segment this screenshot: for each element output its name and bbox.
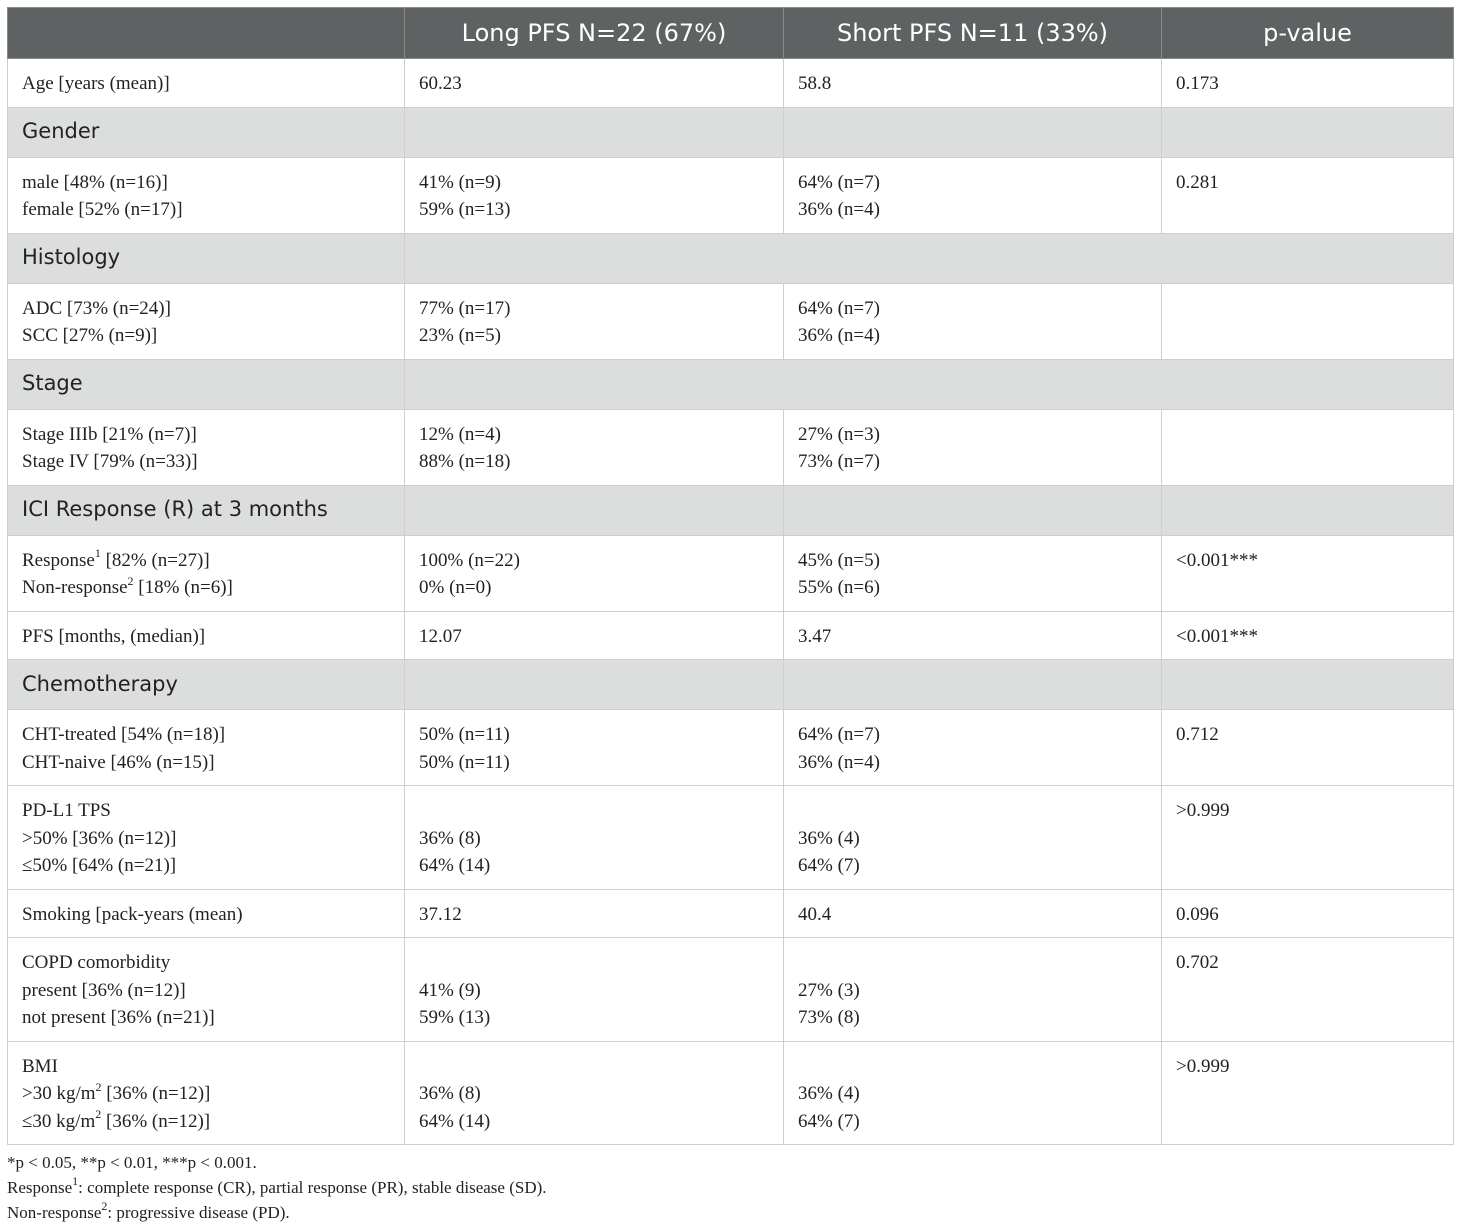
table-row: [8, 889, 1454, 938]
cell-line: 0.702: [1176, 952, 1219, 973]
line-text: ≤30 kg/m: [22, 1110, 96, 1132]
cell-line: 3.47: [798, 625, 832, 647]
cell-line: 12% (n=4): [419, 423, 501, 445]
line-text-rest: [36% (n=12)]: [101, 1110, 211, 1132]
superscript: 1: [72, 1174, 79, 1189]
cell-line: 27% (3): [798, 979, 860, 1001]
line-text-rest: : complete response (CR), partial response (PR), stable disease (SD).: [78, 1178, 547, 1197]
cell-line: 77% (n=17): [419, 297, 511, 319]
table-row: [8, 409, 1454, 485]
section-filler: [405, 233, 1454, 283]
cell-line: 36% (8): [419, 827, 481, 849]
section-label: Stage: [8, 359, 405, 409]
cell-line: 0% (n=0): [419, 577, 492, 598]
line-text: >30 kg/m: [22, 1083, 96, 1104]
cell-long-pfs: [405, 786, 784, 890]
superscript: 1: [94, 546, 101, 561]
table-row: [8, 283, 1454, 359]
cell-line: 50% (n=11): [419, 751, 510, 773]
cell-line: 0.281: [1176, 171, 1219, 193]
cell-line: 45% (n=5): [798, 549, 880, 571]
cell-p-value: [1162, 710, 1454, 786]
cell-line: 36% (n=4): [798, 199, 880, 220]
section-filler: [784, 660, 1162, 710]
cell-line: 64% (n=7): [798, 297, 880, 319]
cell-variable: [8, 889, 405, 938]
cell-line: CHT-naive [46% (n=15)]: [22, 751, 215, 773]
cell-line: female [52% (n=17)]: [22, 199, 183, 220]
cell-line: [798, 949, 1161, 977]
cell-short-pfs: [784, 535, 1162, 611]
section-row: [8, 107, 1454, 157]
cell-long-pfs: [405, 1041, 784, 1145]
cell-variable: [8, 786, 405, 890]
section-filler: [1162, 660, 1454, 710]
cell-line: [798, 797, 1161, 825]
cell-line: <0.001***: [1176, 549, 1258, 571]
cell-line: 36% (n=4): [798, 325, 880, 346]
section-row: [8, 660, 1454, 710]
cell-long-pfs: [405, 409, 784, 485]
cell-line: 58.8: [798, 73, 832, 94]
table-row: [8, 710, 1454, 786]
table-row: [8, 1041, 1454, 1145]
cell-short-pfs: [784, 786, 1162, 890]
cell-long-pfs: [405, 611, 784, 660]
cell-line: present [36% (n=12)]: [22, 979, 186, 1001]
cell-line: not present [36% (n=21)]: [22, 1007, 215, 1028]
cell-line: Stage IIIb [21% (n=7)]: [22, 423, 197, 445]
cell-line: 0.712: [1176, 724, 1219, 745]
cell-variable: [8, 283, 405, 359]
footnote-line: [7, 1200, 547, 1225]
table-row: [8, 157, 1454, 233]
cell-line: Age [years (mean)]: [22, 73, 170, 94]
characteristics-table: [7, 7, 1454, 1145]
section-filler: [1162, 485, 1454, 535]
cell-line: SCC [27% (n=9)]: [22, 325, 158, 346]
cell-long-pfs: [405, 59, 784, 108]
cell-p-value: [1162, 611, 1454, 660]
cell-line: PD-L1 TPS: [22, 800, 111, 821]
cell-variable: [8, 59, 405, 108]
cell-long-pfs: [405, 535, 784, 611]
cell-long-pfs: [405, 283, 784, 359]
cell-line: >0.999: [1176, 800, 1230, 821]
cell-long-pfs: [405, 938, 784, 1042]
cell-p-value: [1162, 938, 1454, 1042]
cell-p-value: [1162, 157, 1454, 233]
cell-variable: [8, 611, 405, 660]
cell-p-value: [1162, 409, 1454, 485]
superscript: 2: [95, 1079, 102, 1094]
cell-short-pfs: [784, 59, 1162, 108]
cell-line: Smoking [pack-years (mean): [22, 903, 243, 925]
footnotes: [7, 1150, 547, 1225]
cell-line: 0.096: [1176, 903, 1219, 925]
header-cell-long-pfs: Long PFS N=22 (67%): [405, 8, 784, 59]
header-cell-p-value: p-value: [1162, 8, 1454, 59]
cell-line: 23% (n=5): [419, 325, 501, 346]
cell-line: 60.23: [419, 73, 462, 94]
cell-long-pfs: [405, 710, 784, 786]
section-filler: [1162, 107, 1454, 157]
section-filler: [405, 107, 784, 157]
cell-line: 41% (n=9): [419, 171, 501, 193]
header-cell-short-pfs: Short PFS N=11 (33%): [784, 8, 1162, 59]
cell-variable: [8, 1041, 405, 1145]
cell-line: [419, 797, 783, 825]
cell-line: 41% (9): [419, 979, 481, 1001]
cell-line: 73% (n=7): [798, 451, 880, 472]
cell-p-value: [1162, 889, 1454, 938]
cell-line: 12.07: [419, 625, 462, 647]
cell-line: Stage IV [79% (n=33)]: [22, 451, 198, 472]
cell-line: 73% (8): [798, 1007, 860, 1028]
cell-line: [22, 547, 404, 575]
cell-line: >0.999: [1176, 1055, 1230, 1077]
line-text: Non-response: [22, 577, 128, 598]
cell-short-pfs: [784, 1041, 1162, 1145]
table-row: [8, 611, 1454, 660]
cell-short-pfs: [784, 409, 1162, 485]
cell-short-pfs: [784, 710, 1162, 786]
footnote-line: [7, 1175, 547, 1200]
section-filler: [784, 485, 1162, 535]
cell-variable: [8, 535, 405, 611]
cell-variable: [8, 710, 405, 786]
cell-line: 59% (13): [419, 1007, 491, 1028]
header-cell-variable: [8, 8, 405, 59]
section-filler: [405, 660, 784, 710]
cell-short-pfs: [784, 157, 1162, 233]
cell-line: 88% (n=18): [419, 451, 511, 472]
cell-p-value: [1162, 535, 1454, 611]
cell-line: 36% (4): [798, 827, 860, 849]
cell-line: [798, 1053, 1161, 1081]
table-row: [8, 938, 1454, 1042]
cell-line: 37.12: [419, 903, 462, 925]
section-row: [8, 359, 1454, 409]
line-text: Response: [22, 549, 95, 571]
section-label: Histology: [8, 233, 405, 283]
cell-line: 64% (n=7): [798, 724, 880, 745]
cell-short-pfs: [784, 889, 1162, 938]
cell-p-value: [1162, 283, 1454, 359]
cell-line: 64% (7): [798, 1110, 860, 1132]
cell-line: 64% (7): [798, 855, 860, 876]
cell-line: 0.173: [1176, 73, 1219, 94]
cell-p-value: [1162, 59, 1454, 108]
line-text-rest: : progressive disease (PD).: [107, 1203, 290, 1222]
cell-line: 55% (n=6): [798, 577, 880, 598]
header-row: [8, 8, 1454, 59]
line-text-rest: [36% (n=12)]: [101, 1083, 211, 1104]
cell-line: [419, 949, 783, 977]
table-row: [8, 535, 1454, 611]
superscript: 2: [95, 1107, 102, 1122]
section-label: Chemotherapy: [8, 660, 405, 710]
superscript: 2: [127, 573, 134, 588]
line-text: Response: [7, 1178, 73, 1197]
section-filler: [405, 359, 1454, 409]
cell-line: [22, 1108, 404, 1136]
cell-line: 36% (4): [798, 1083, 860, 1104]
cell-line: 64% (n=7): [798, 171, 880, 193]
table-body: [8, 59, 1454, 1145]
cell-line: COPD comorbidity: [22, 952, 171, 973]
cell-variable: [8, 157, 405, 233]
cell-line: CHT-treated [54% (n=18)]: [22, 724, 226, 745]
cell-short-pfs: [784, 283, 1162, 359]
line-text-rest: [82% (n=27)]: [100, 549, 210, 571]
table-row: [8, 786, 1454, 890]
table-header: [8, 8, 1454, 59]
cell-line: 36% (n=4): [798, 751, 880, 773]
footnote-line: *p < 0.05, **p < 0.01, ***p < 0.001.: [7, 1153, 257, 1172]
superscript: 2: [101, 1199, 108, 1214]
cell-line: 100% (n=22): [419, 549, 520, 571]
section-filler: [784, 107, 1162, 157]
cell-long-pfs: [405, 889, 784, 938]
cell-line: [22, 574, 404, 602]
line-text-rest: [18% (n=6)]: [133, 577, 233, 598]
table-row: [8, 59, 1454, 108]
section-filler: [405, 485, 784, 535]
cell-line: [419, 1053, 783, 1081]
cell-variable: [8, 409, 405, 485]
cell-line: 64% (14): [419, 1110, 491, 1132]
cell-line: 36% (8): [419, 1083, 481, 1104]
cell-line: <0.001***: [1176, 625, 1258, 647]
line-text: Non-response: [7, 1203, 102, 1222]
cell-line: 50% (n=11): [419, 724, 510, 745]
section-label: Gender: [8, 107, 405, 157]
section-row: [8, 233, 1454, 283]
cell-long-pfs: [405, 157, 784, 233]
cell-line: ADC [73% (n=24)]: [22, 297, 171, 319]
cell-line: 64% (14): [419, 855, 491, 876]
cell-short-pfs: [784, 938, 1162, 1042]
cell-line: 27% (n=3): [798, 423, 880, 445]
cell-line: 59% (n=13): [419, 199, 511, 220]
cell-line: PFS [months, (median)]: [22, 625, 206, 647]
cell-p-value: [1162, 786, 1454, 890]
cell-p-value: [1162, 1041, 1454, 1145]
section-row: [8, 485, 1454, 535]
cell-line: male [48% (n=16)]: [22, 171, 168, 193]
cell-line: BMI: [22, 1055, 58, 1077]
cell-variable: [8, 938, 405, 1042]
section-label: ICI Response (R) at 3 months: [8, 485, 405, 535]
cell-line: [22, 1080, 404, 1108]
cell-line: >50% [36% (n=12)]: [22, 827, 177, 849]
cell-line: ≤50% [64% (n=21)]: [22, 855, 177, 876]
cell-short-pfs: [784, 611, 1162, 660]
cell-line: 40.4: [798, 903, 832, 925]
